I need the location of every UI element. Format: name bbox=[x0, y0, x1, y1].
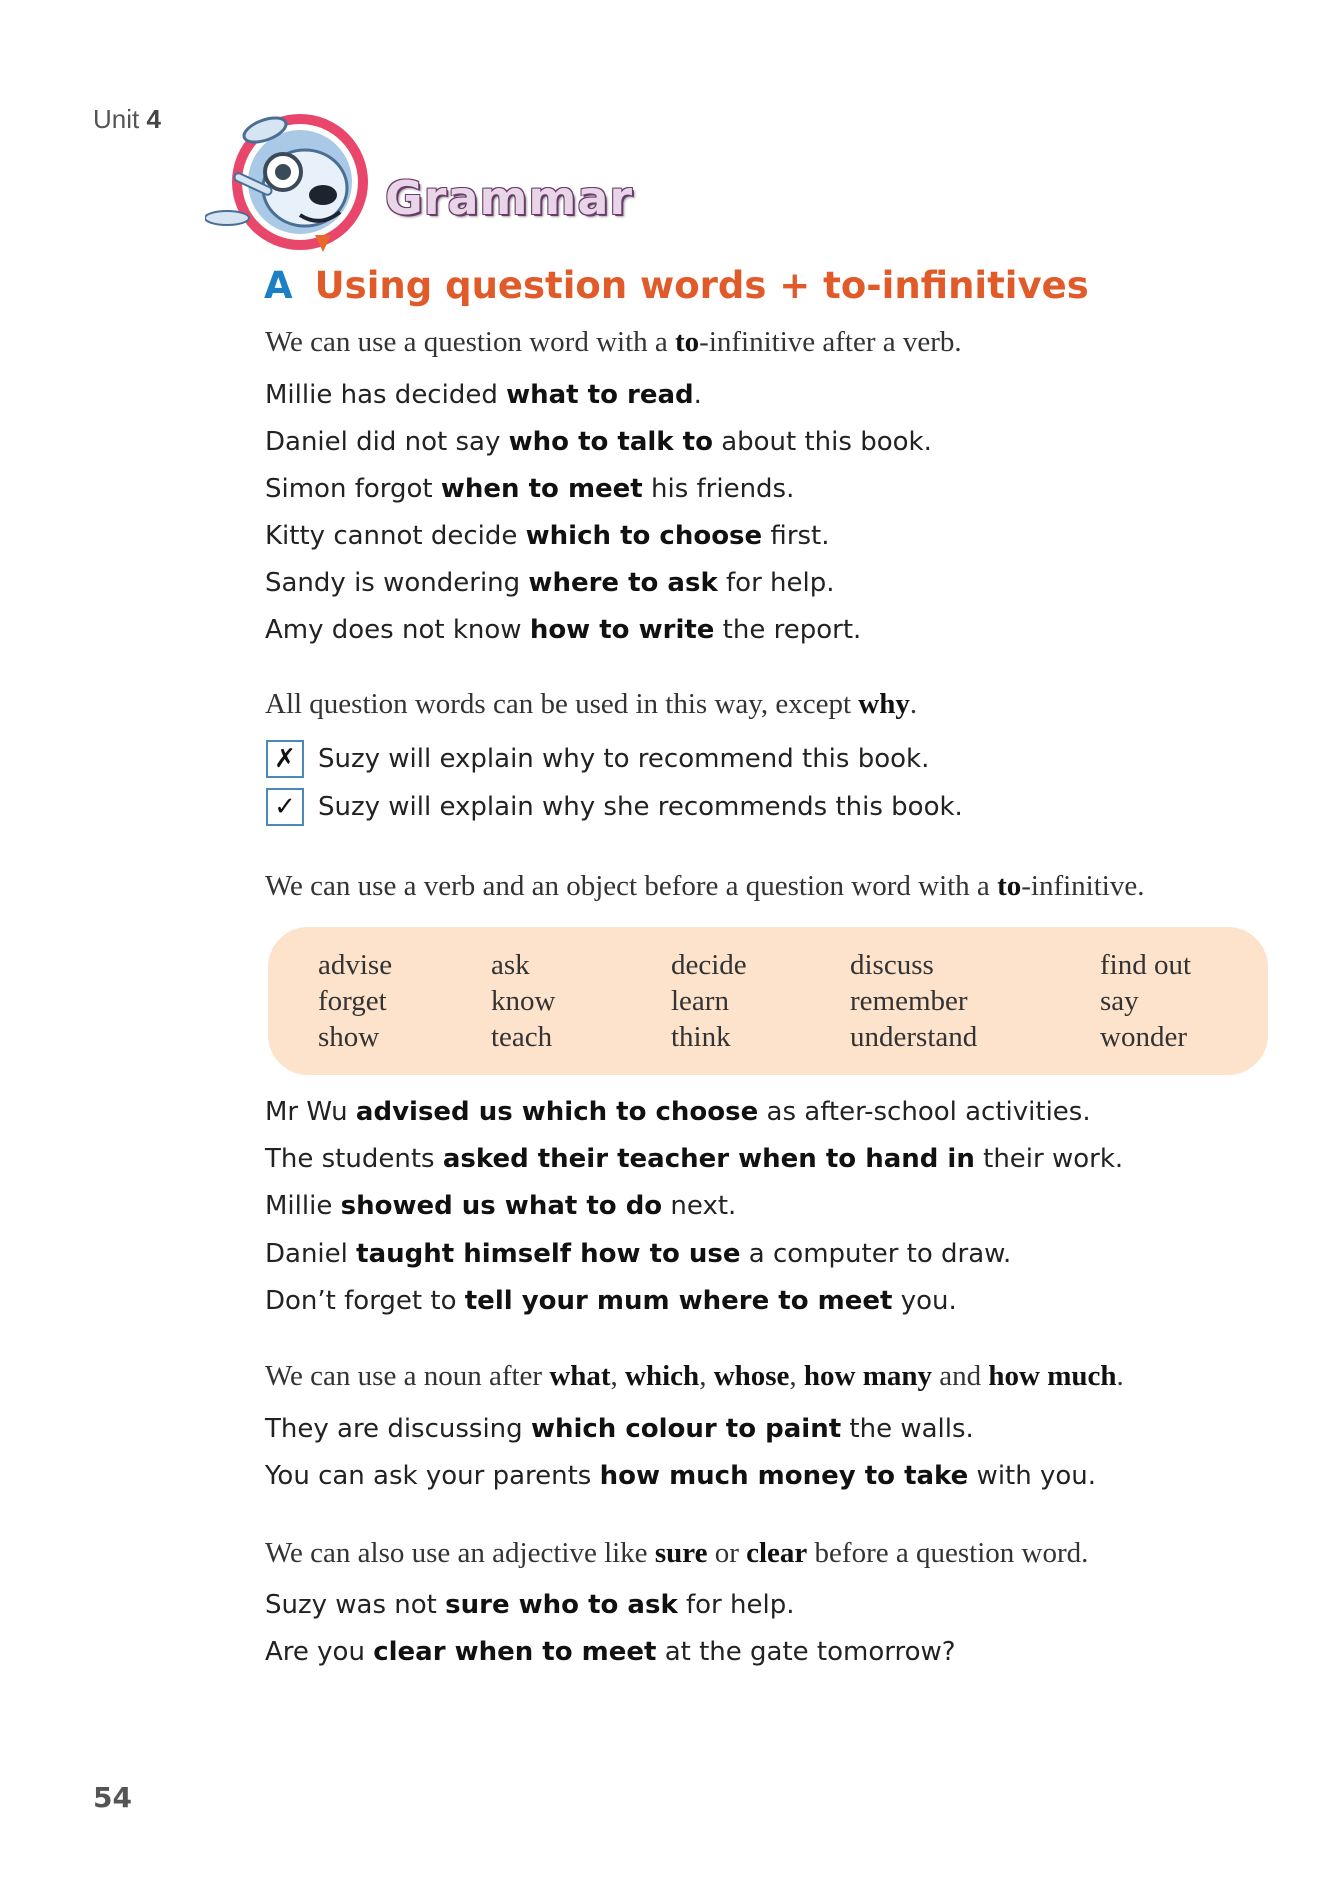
page-number: 54 bbox=[93, 1781, 132, 1814]
intro-text-1: We can use a question word with a to-infinitive after a verb. bbox=[265, 326, 962, 358]
unit-word: Unit bbox=[93, 104, 140, 134]
example-sentence: Millie has decided what to read. bbox=[265, 380, 702, 410]
verb-item: ask bbox=[491, 949, 530, 981]
intro-text-3: We can use a verb and an object before a question word with a to-infinitive. bbox=[265, 870, 1145, 902]
verb-item: advise bbox=[318, 949, 393, 981]
unit-number: 4 bbox=[146, 104, 161, 134]
verb-item: know bbox=[491, 985, 556, 1017]
correct-example: ✓ Suzy will explain why she recommends this book. bbox=[266, 788, 963, 826]
example-sentence: Daniel taught himself how to use a computer to draw. bbox=[265, 1239, 1012, 1269]
verb-item: understand bbox=[850, 1021, 978, 1053]
check-icon: ✓ bbox=[266, 788, 304, 826]
verb-item: learn bbox=[671, 985, 729, 1017]
section-letter: A bbox=[264, 264, 293, 307]
example-sentence: Amy does not know how to write the report. bbox=[265, 615, 862, 645]
verb-item: say bbox=[1100, 985, 1139, 1017]
section-title: Grammar bbox=[385, 171, 634, 225]
section-heading-text: Using question words + to-infinitives bbox=[314, 264, 1089, 307]
verb-item: decide bbox=[671, 949, 747, 981]
example-sentence: Mr Wu advised us which to choose as after-school activities. bbox=[265, 1097, 1091, 1127]
section-heading bbox=[264, 264, 1089, 307]
verb-item: teach bbox=[491, 1021, 553, 1053]
verb-item: wonder bbox=[1100, 1021, 1187, 1053]
example-sentence: Daniel did not say who to talk to about this book. bbox=[265, 427, 932, 457]
verb-item: discuss bbox=[850, 949, 934, 981]
verb-item: find out bbox=[1100, 949, 1192, 981]
intro-text-2: All question words can be used in this way, except why. bbox=[265, 688, 918, 720]
example-sentence: Simon forgot when to meet his friends. bbox=[265, 474, 795, 504]
example-sentence: Suzy was not sure who to ask for help. bbox=[265, 1590, 795, 1620]
verb-item: remember bbox=[850, 985, 968, 1017]
mascot-magnifier-icon bbox=[205, 110, 375, 255]
example-sentence: Don’t forget to tell your mum where to meet you. bbox=[265, 1286, 957, 1316]
cross-icon: ✗ bbox=[266, 740, 304, 778]
example-sentence: Sandy is wondering where to ask for help. bbox=[265, 568, 835, 598]
verb-item: think bbox=[671, 1021, 731, 1053]
intro-text-5: We can also use an adjective like sure or clear before a question word. bbox=[265, 1537, 1089, 1569]
example-sentence: The students asked their teacher when to hand in their work. bbox=[265, 1144, 1124, 1174]
example-sentence: Are you clear when to meet at the gate tomorrow? bbox=[265, 1637, 956, 1667]
example-sentence: You can ask your parents how much money to take with you. bbox=[265, 1461, 1097, 1491]
example-sentence: They are discussing which colour to paint the walls. bbox=[265, 1414, 974, 1444]
unit-label bbox=[93, 104, 161, 135]
verb-item: show bbox=[318, 1021, 380, 1053]
example-sentence: Millie showed us what to do next. bbox=[265, 1191, 737, 1221]
wrong-example: ✗ Suzy will explain why to recommend this book. bbox=[266, 740, 929, 778]
verb-item: forget bbox=[318, 985, 387, 1017]
intro-text-4: We can use a noun after what, which, whose, how many and how much. bbox=[265, 1360, 1124, 1392]
example-sentence: Kitty cannot decide which to choose first. bbox=[265, 521, 830, 551]
